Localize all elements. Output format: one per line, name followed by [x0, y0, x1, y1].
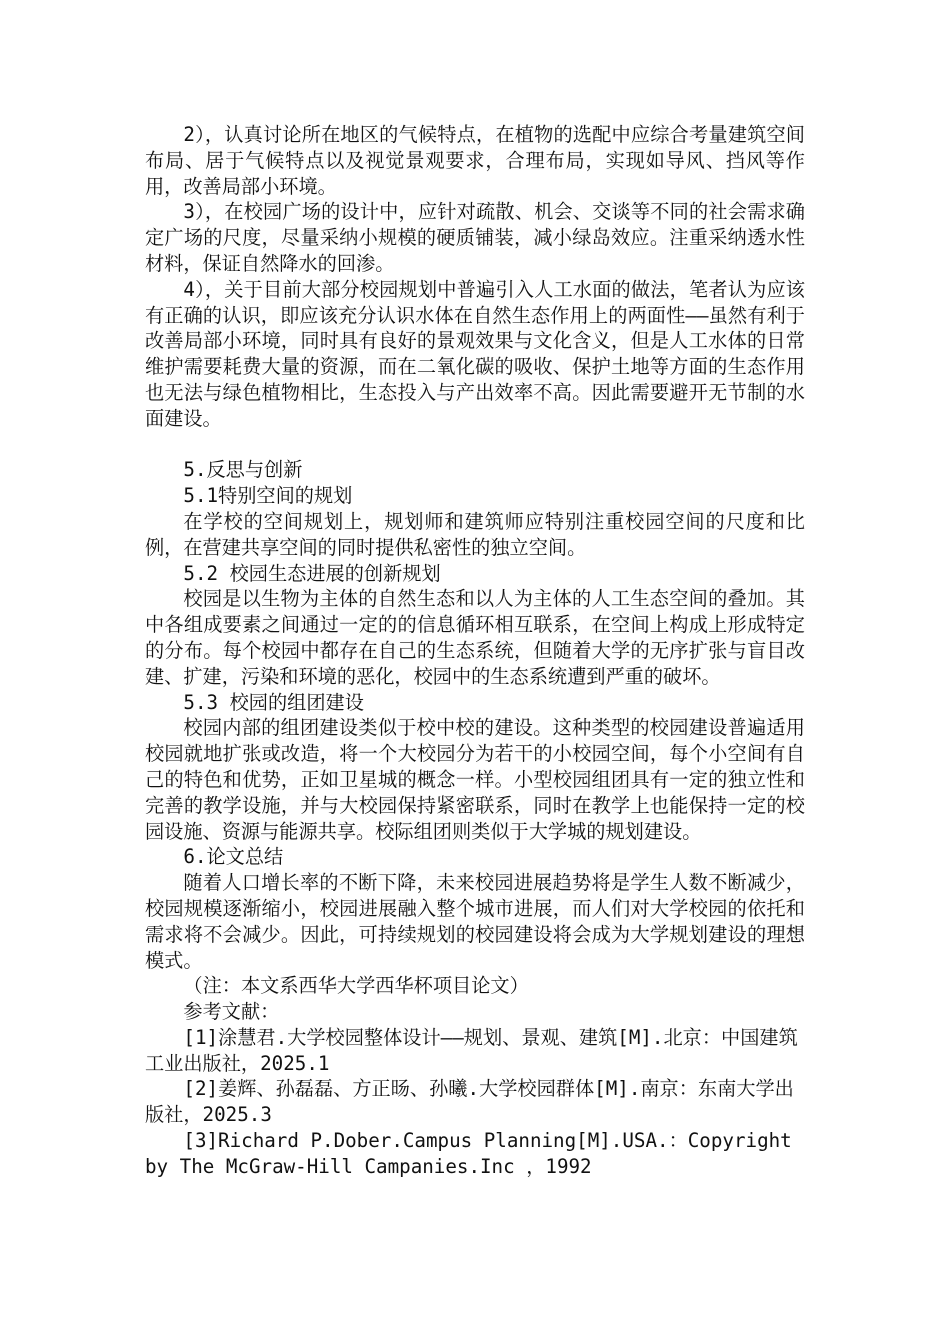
section-5-3-body: 校园内部的组团建设类似于校中校的建设。这种类型的校园建设普遍适用校园就地扩张或改造，将一个大校园分为若干的小校园空间，每个小空间有自己的特色和优势，正如卫星城的概念一样。小型校园组团具有一定的独立性和完善的教学设施，并与大校园保持紧密联系，同时在教学上也能保持一定的校园设施、资源与能源共享。校际组团则类似于大学城的规划建设。 [145, 716, 805, 843]
section-6-body: 随着人口增长率的不断下降，未来校园进展趋势将是学生人数不断减少，校园规模逐渐缩小，校园进展融入整个城市进展，而人们对大学校园的依托和需求将不会减少。因此，可持续规划的校园建设将会成为大学规划建设的理想模式。 [145, 871, 805, 972]
blank-line [145, 432, 805, 458]
reference-item-1: [1]涂慧君.大学校园整体设计——规划、景观、建筑[M].北京：中国建筑工业出版社，2025.1 [145, 1025, 798, 1075]
section-6-heading: 6.论文总结 [183, 845, 284, 869]
section-5-1-heading: 5.1特别空间的规划 [183, 484, 353, 508]
paragraph-4: 4），关于目前大部分校园规划中普遍引入人工水面的做法，笔者认为应该有正确的认识，即应该充分认识水体在自然生态作用上的两面性——虽然有利于改善局部小环境，同时具有良好的景观效果与文化含义，但是人工水体的日常维护需要耗费大量的资源，而在二氧化碳的吸收、保护土地等方面的生态作用也无法与绿色植物相比，生态投入与产出效率不高。因此需要避开无节制的水面建设。 [145, 277, 805, 430]
project-note: （注：本文系西华大学西华杯项目论文） [183, 974, 529, 998]
paragraph-2: 2），认真讨论所在地区的气候特点，在植物的选配中应综合考量建筑空间布局、居于气候特点以及视觉景观要求，合理布局，实现如导风、挡风等作用，改善局部小环境。 [145, 123, 805, 198]
section-5-3-heading: 5.3 校园的组团建设 [183, 690, 364, 714]
references-heading: 参考文献： [183, 1000, 280, 1024]
reference-item-3: [3]Richard P.Dober.Campus Planning[M].USA.：Copyright by The McGraw-Hill Campanies.Inc ，1992 [145, 1129, 792, 1178]
reference-item-2: [2]姜辉、孙磊磊、方正旸、孙曦.大学校园群体[M].南京：东南大学出版社，2025.3 [145, 1077, 794, 1127]
section-5-1-body: 在学校的空间规划上，规划师和建筑师应特别注重校园空间的尺度和比例，在营建共享空间的同时提供私密性的独立空间。 [145, 509, 805, 559]
section-5-2-body: 校园是以生物为主体的自然生态和以人为主体的人工生态空间的叠加。其中各组成要素之间通过一定的的信息循环相互联系，在空间上构成上形成特定的分布。每个校园中都存在自己的生态系统，但随着大学的无序扩张与盲目改建、扩建，污染和环境的恶化，校园中的生态系统遭到严重的破坏。 [145, 587, 805, 688]
paragraph-3: 3），在校园广场的设计中，应针对疏散、机会、交谈等不同的社会需求确定广场的尺度，尽量采纳小规模的硬质铺装，减小绿岛效应。注重采纳透水性材料，保证自然降水的回渗。 [145, 200, 805, 275]
section-5-heading: 5.反思与创新 [183, 458, 303, 482]
document-page [145, 122, 805, 1180]
section-5-2-heading: 5.2 校园生态进展的创新规划 [183, 561, 441, 585]
